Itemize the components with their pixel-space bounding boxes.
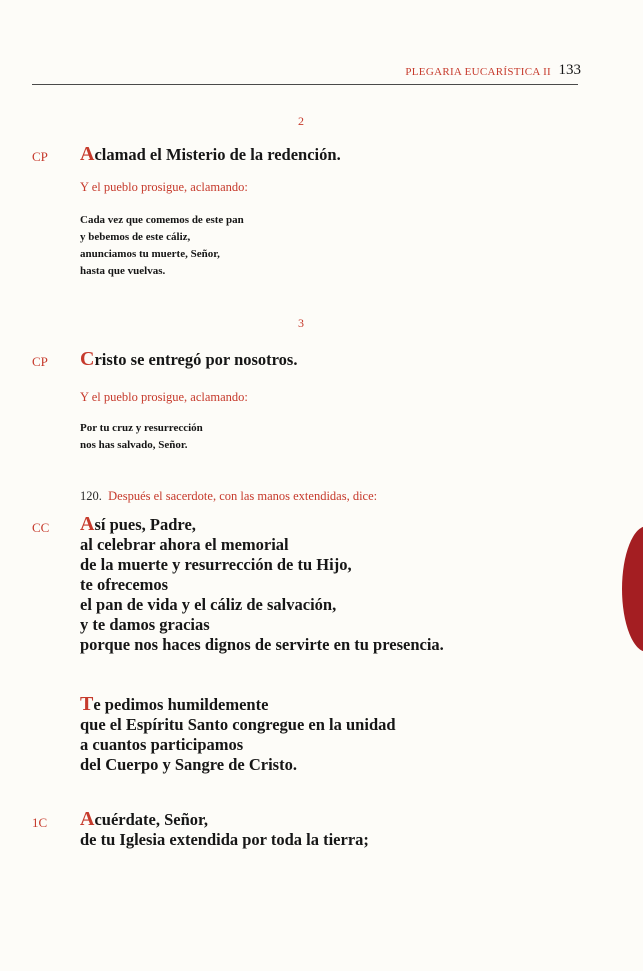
acclamation-line [80,349,297,370]
response-line: anunciamos tu muerte, Señor, [80,248,220,260]
people-response [80,212,244,280]
prayer-text: sí pues, Padre, [94,515,196,534]
section-number: 2 [298,114,304,128]
acclamation-text: clamad el Misterio de la redención. [94,145,341,164]
prayer-line: el pan de vida y el cáliz de salvación, [80,595,337,614]
prayer-line: del Cuerpo y Sangre de Cristo. [80,755,297,774]
drop-initial: A [80,513,95,535]
drop-initial: T [80,693,94,715]
prayer-line: porque nos haces dignos de servirte en tu presencia. [80,635,444,654]
prayer-line [80,514,444,535]
header-rule [32,84,578,85]
instruction-text: Después el sacerdote, con las manos extendidas, dice: [108,489,378,503]
response-line: Por tu cruz y resurrección [80,422,203,434]
rubric: Y el pueblo prosigue, aclamando: [80,390,248,404]
acclamation-line [80,144,341,165]
prayer-paragraph [80,514,444,655]
drop-initial: A [80,808,95,830]
response-line: nos has salvado, Señor. [80,439,188,451]
prayer-line: de la muerte y resurrección de tu Hijo, [80,555,352,574]
prayer-text: e pedimos humildemente [93,695,269,714]
prayer-line: que el Espíritu Santo congregue en la unidad [80,715,396,734]
rubric: Y el pueblo prosigue, aclamando: [80,180,248,194]
prayer-line [80,694,396,715]
prayer-line: y te damos gracias [80,615,210,634]
people-response [80,420,203,454]
marginal-cc: CC [32,520,50,535]
marginal-cp: CP [32,354,48,369]
prayer-line: a cuantos participamos [80,735,244,754]
response-line: hasta que vuelvas. [80,265,166,277]
drop-initial: C [80,348,95,370]
prayer-line: te ofrecemos [80,575,169,594]
prayer-line [80,809,369,830]
response-line: y bebemos de este cáliz, [80,231,191,243]
instruction-rubric [80,489,377,504]
prayer-paragraph [80,694,396,775]
section-number: 3 [298,316,304,330]
prayer-text: cuérdate, Señor, [94,810,208,829]
marginal-1c: 1C [32,815,48,830]
response-line: Cada vez que comemos de este pan [80,214,244,226]
thumb-index-tab [622,526,643,652]
prayer-line: de tu Iglesia extendida por toda la tierra; [80,830,369,849]
acclamation-text: risto se entregó por nosotros. [94,350,298,369]
prayer-paragraph [80,809,369,850]
running-header: PLEGARIA EUCARÍSTICA II [405,66,551,78]
prayer-line: al celebrar ahora el memorial [80,535,289,554]
page-number: 133 [558,62,581,78]
marginal-cp: CP [32,149,48,164]
drop-initial: A [80,143,95,165]
paragraph-number: 120. [80,489,102,503]
